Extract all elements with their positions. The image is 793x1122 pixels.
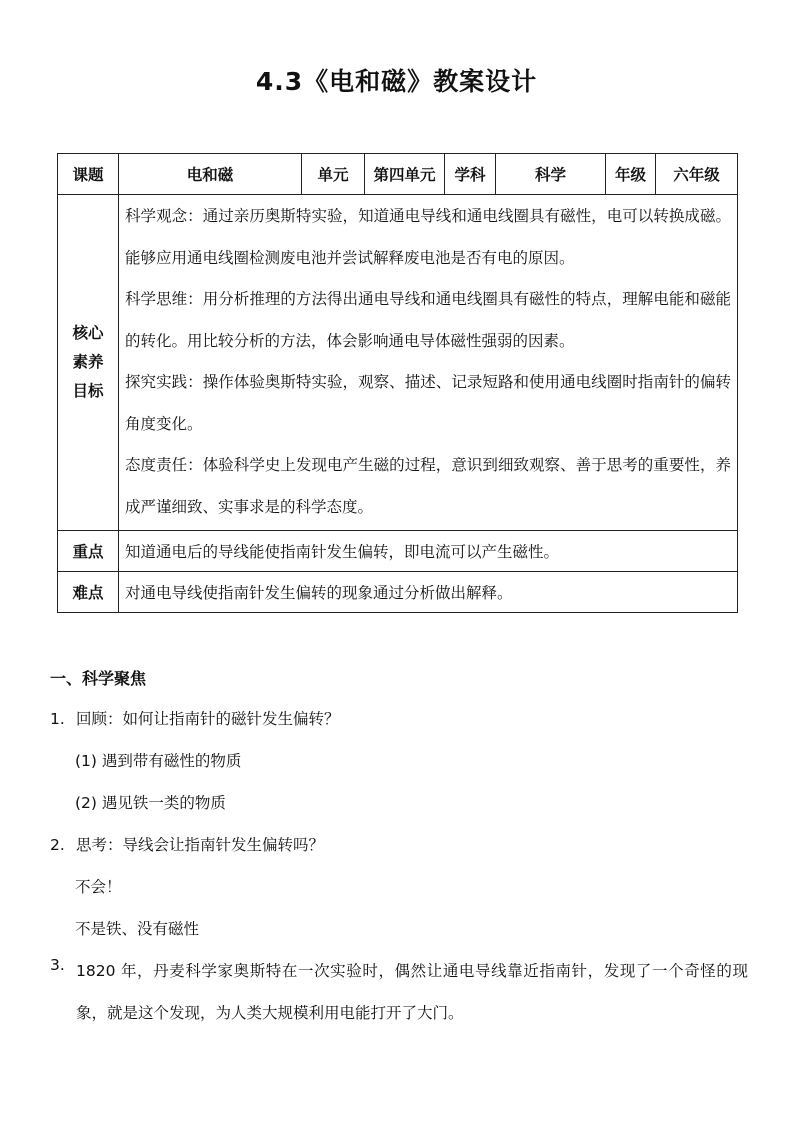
key-point-row bbox=[58, 531, 738, 572]
lesson-info-table bbox=[57, 153, 738, 613]
item-number: 2. bbox=[50, 836, 65, 854]
list-item bbox=[48, 830, 748, 872]
topic-value: 电和磁 bbox=[119, 154, 302, 195]
core-literacy-label: 核心 素养 目标 bbox=[58, 195, 119, 531]
core-literacy-row bbox=[58, 195, 738, 531]
item-text: 1820 年，丹麦科学家奥斯特在一次实验时，偶然让通电导线靠近指南针，发现了一个奇怪的现象，就是这个发现，为人类大规模利用电能打开了大门。 bbox=[76, 962, 748, 1022]
key-point-text: 知道通电后的导线能使指南针发生偏转，即电流可以产生磁性。 bbox=[119, 531, 738, 572]
unit-label: 单元 bbox=[302, 154, 365, 195]
subject-value: 科学 bbox=[496, 154, 606, 195]
list-item bbox=[48, 950, 748, 1034]
subject-label: 学科 bbox=[445, 154, 496, 195]
grade-label: 年级 bbox=[606, 154, 656, 195]
science-concept: 科学观念：通过亲历奥斯特实验，知道通电导线和通电线圈具有磁性，电可以转换成磁。能够应用通电线圈检测废电池并尝试解释废电池是否有电的原因。 bbox=[125, 207, 731, 267]
topic-label: 课题 bbox=[58, 154, 119, 195]
item-number: 1. bbox=[50, 710, 65, 728]
attitude-responsibility: 态度责任：体验科学史上发现电产生磁的过程，意识到细致观察、善于思考的重要性，养成严谨细致、实事求是的科学态度。 bbox=[125, 456, 731, 516]
section-content bbox=[48, 704, 748, 1034]
list-subitem: (1) 遇到带有磁性的物质 bbox=[75, 752, 242, 770]
list-item bbox=[48, 704, 748, 746]
page-title: 4.3《电和磁》教案设计 bbox=[255, 67, 538, 96]
difficulty-text: 对通电导线使指南针发生偏转的现象通过分析做出解释。 bbox=[119, 572, 738, 613]
difficulty-label: 难点 bbox=[58, 572, 119, 613]
list-subitem: 不是铁、没有磁性 bbox=[75, 920, 200, 938]
unit-value: 第四单元 bbox=[365, 154, 445, 195]
grade-value: 六年级 bbox=[656, 154, 738, 195]
list-subitem: (2) 遇见铁一类的物质 bbox=[75, 794, 226, 812]
key-point-label: 重点 bbox=[58, 531, 119, 572]
inquiry-practice: 探究实践：操作体验奥斯特实验，观察、描述、记录短路和使用通电线圈时指南针的偏转角度变化。 bbox=[125, 373, 731, 433]
core-literacy-content bbox=[119, 195, 738, 531]
item-number: 3. bbox=[50, 956, 65, 974]
item-text: 回顾：如何让指南针的磁针发生偏转？ bbox=[76, 710, 340, 728]
list-subitem: 不会！ bbox=[75, 878, 122, 896]
section-heading: 一、科学聚焦 bbox=[50, 669, 147, 688]
science-thinking: 科学思维：用分析推理的方法得出通电导线和通电线圈具有磁性的特点，理解电能和磁能的转化。用比较分析的方法，体会影响通电导体磁性强弱的因素。 bbox=[125, 290, 731, 350]
header-row bbox=[58, 154, 738, 195]
item-text: 思考：导线会让指南针发生偏转吗？ bbox=[76, 836, 325, 854]
difficulty-row bbox=[58, 572, 738, 613]
